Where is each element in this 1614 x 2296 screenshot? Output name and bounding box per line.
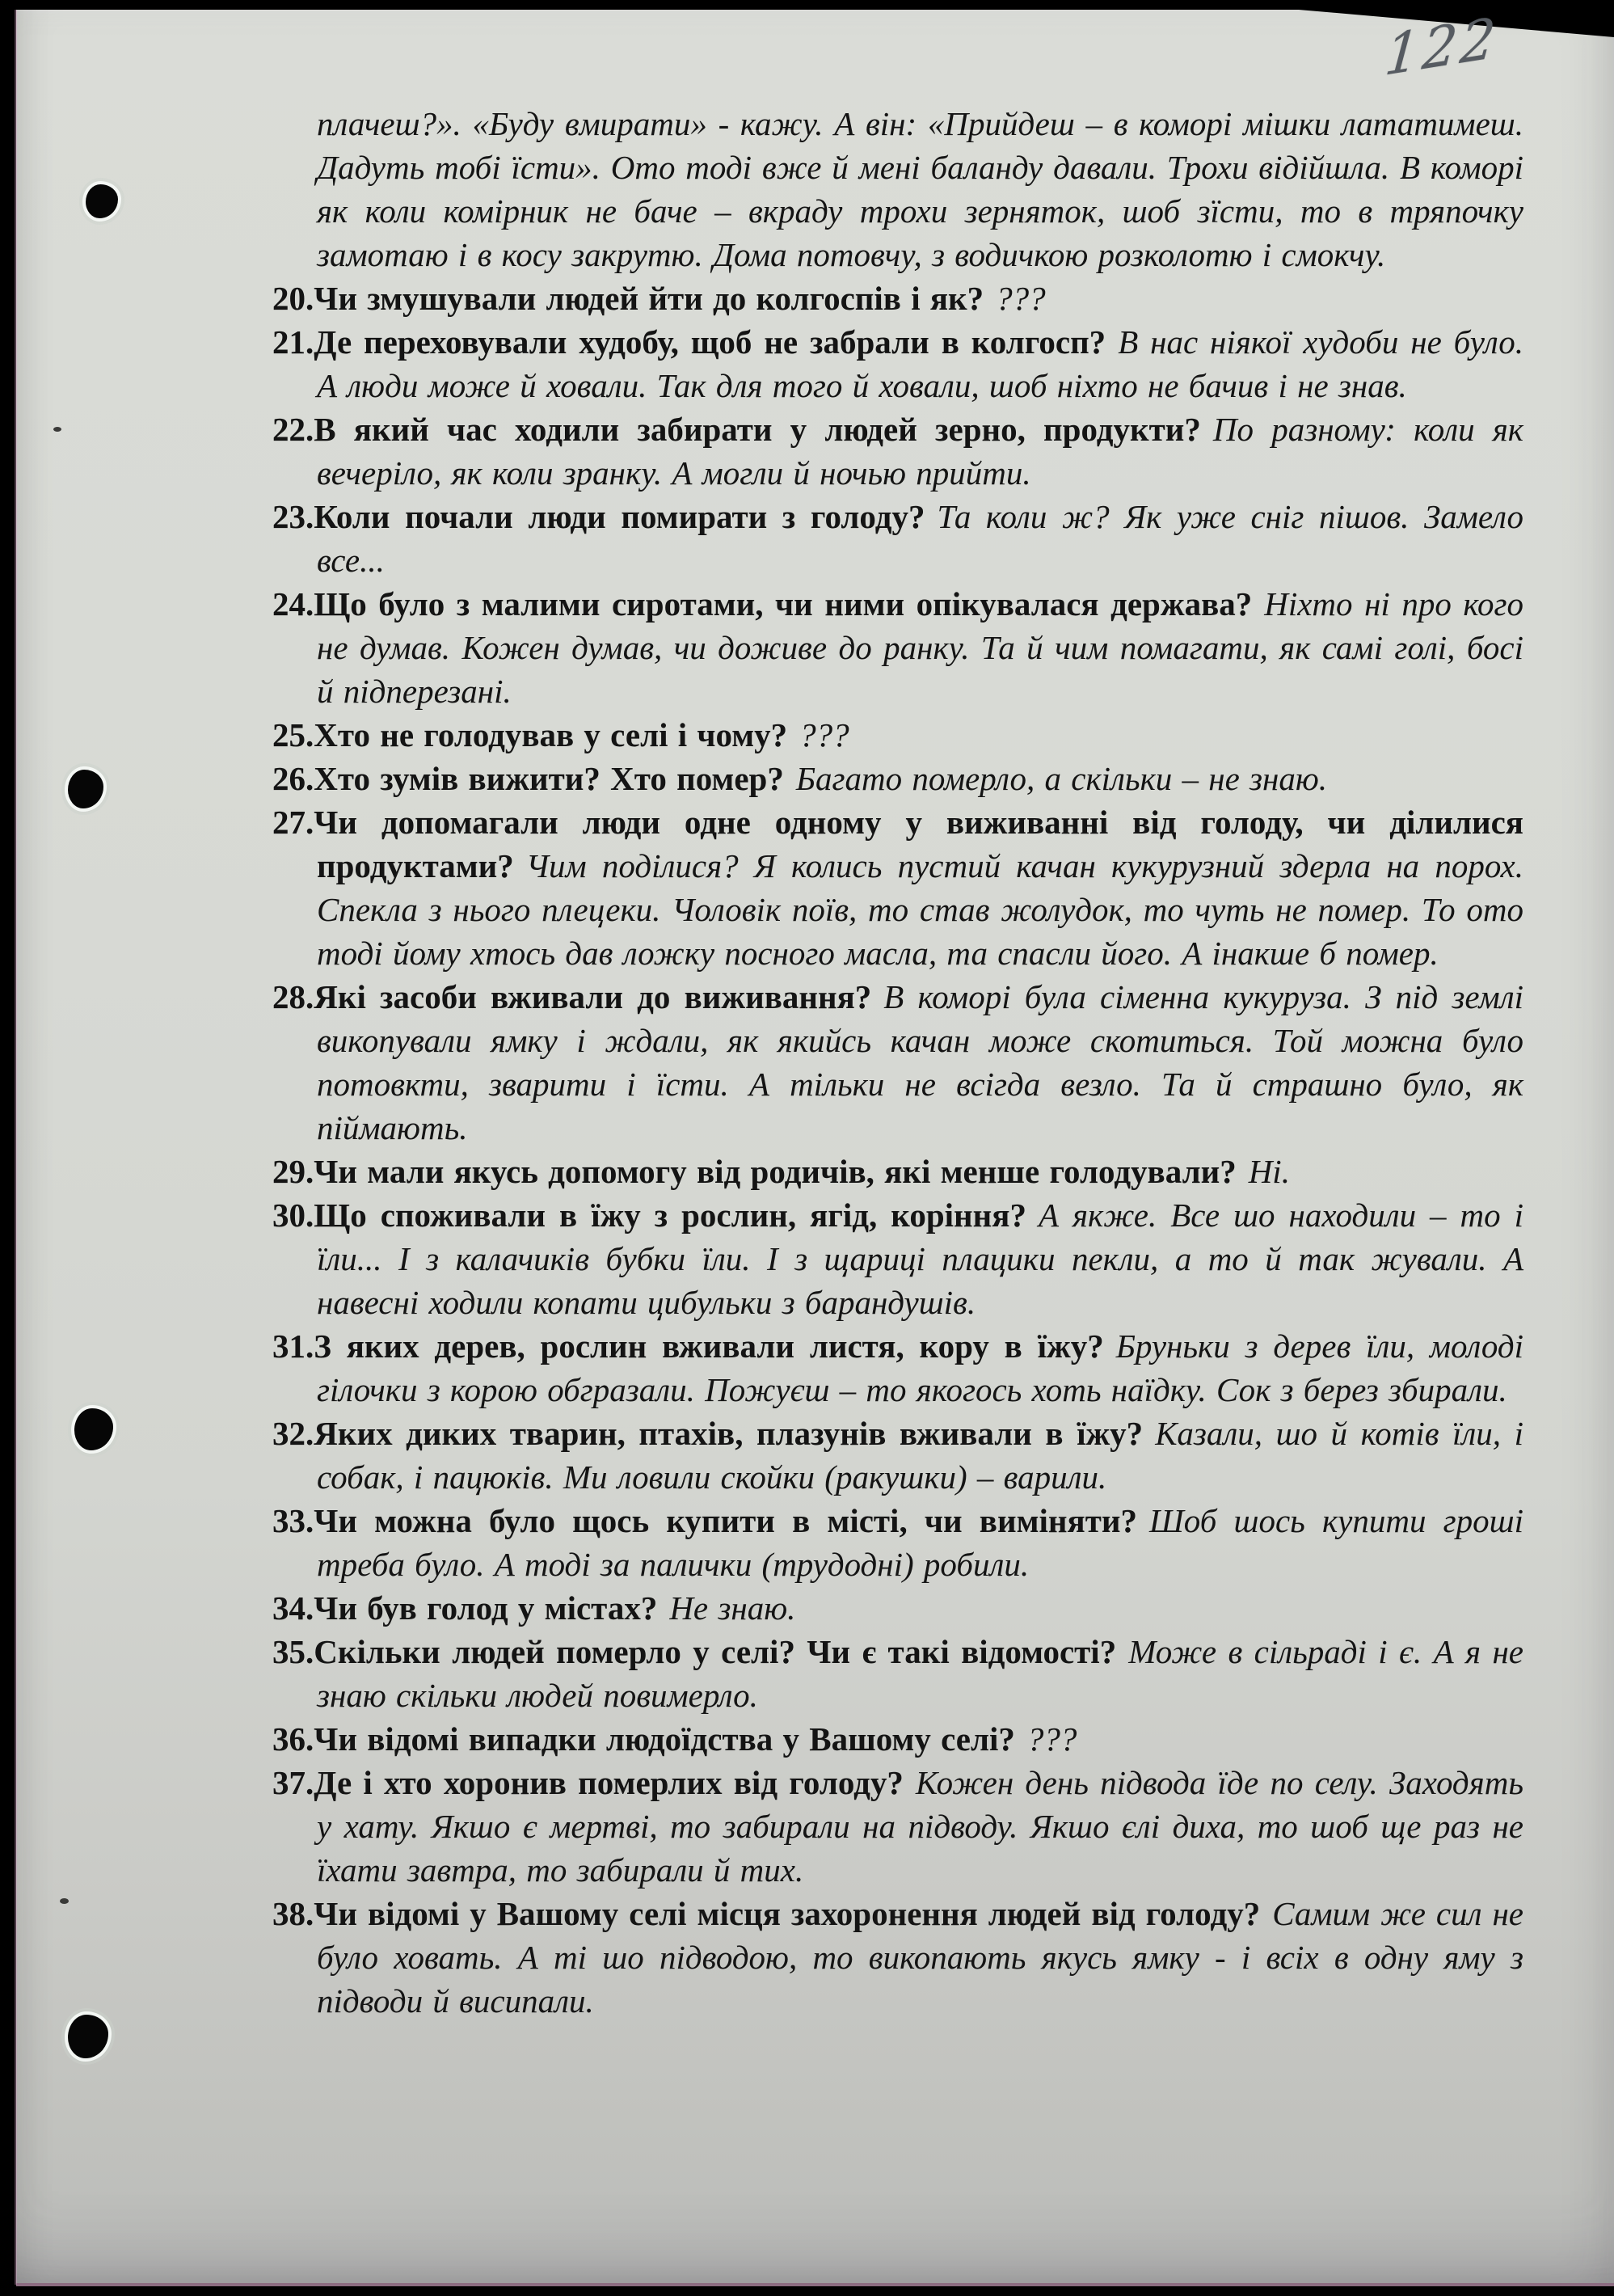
page-content bbox=[272, 102, 1523, 2023]
answer-text: А якже. Все шо находили – то і їли... І з калачиків бубки їли. І з щариці плацики пекли, а то й так жували. А навесні ходили копати цибульки з барандушів. bbox=[317, 1197, 1523, 1321]
answer-text: Ніхто ні про кого не думав. Кожен думав, чи доживе до ранку. Та й чим помагати, як самі голі, босі й підперезані. bbox=[317, 585, 1523, 710]
question-item bbox=[272, 1324, 1523, 1412]
question-item bbox=[272, 1761, 1523, 1892]
question-item bbox=[272, 1892, 1523, 2023]
question-item bbox=[272, 320, 1523, 407]
question-text: Хто не голодував у селі і чому? bbox=[314, 716, 788, 753]
question-number: 22. bbox=[272, 411, 314, 448]
paper-speck bbox=[60, 1898, 69, 1904]
question-number: 34. bbox=[272, 1589, 314, 1627]
question-number: 37. bbox=[272, 1764, 314, 1801]
question-item bbox=[272, 1630, 1523, 1717]
question-text: Що споживали в їжу з рослин, ягід, коріння? bbox=[314, 1197, 1026, 1234]
answer-text: Бруньки з дерев їли, молоді гілочки з корою обгразали. Пожуєш – то якогось хоть наїдку. Сок з берез збирали. bbox=[317, 1327, 1523, 1408]
question-item bbox=[272, 276, 1523, 320]
answer-text: В нас ніякої худоби не було. А люди може й ховали. Так для того й ховали, шоб ніхто не бачив і не знав. bbox=[317, 323, 1523, 404]
scan-edge-fringe-left bbox=[15, 10, 17, 2285]
answer-text: ??? bbox=[996, 280, 1046, 317]
question-number: 23. bbox=[272, 498, 314, 535]
answer-text: Шоб шось купити гроші треба було. А тоді за палички (трудодні) робили. bbox=[317, 1502, 1523, 1583]
question-number: 20. bbox=[272, 280, 314, 317]
question-number: 24. bbox=[272, 585, 314, 623]
question-text: Чи можна було щось купити в місті, чи виміняти? bbox=[314, 1502, 1137, 1539]
question-number: 25. bbox=[272, 716, 314, 753]
question-item bbox=[272, 1717, 1523, 1761]
continued-answer-text: плачеш?». «Буду вмирати» - кажу. А він: «Прийдеш – в коморі мішки лататимеш. Дадуть тобі їсти». Ото тоді вже й мені баланду давали. Трохи відійшла. В коморі як коли комірник не баче – вкраду трохи зерняток, шоб зїсти, то в тряпочку замотаю і в косу закрутю. Дома потовчу, з водичкою розколотю і смокчу. bbox=[317, 105, 1523, 273]
question-item bbox=[272, 800, 1523, 975]
answer-text: ??? bbox=[799, 716, 849, 753]
question-number: 32. bbox=[272, 1415, 314, 1452]
question-text: Чи допомагали люди одне одному у виживанні від голоду, чи ділилися продуктами? bbox=[314, 804, 1523, 884]
question-text: З яких дерев, рослин вживали листя, кору в їжу? bbox=[314, 1327, 1104, 1365]
question-text: Які засоби вживали до виживання? bbox=[314, 978, 872, 1015]
answer-text: В коморі була сіменна кукуруза. З під землі викопували ямку і ждали, як якийсь качан може скотиться. Той можна було потовкти, зварити і їсти. А тільки не всігда везло. Та й страшно було, як піймають. bbox=[317, 978, 1523, 1146]
question-item bbox=[272, 1499, 1523, 1586]
question-number: 36. bbox=[272, 1720, 314, 1758]
question-text: Чи змушували людей йти до колгоспів і як? bbox=[314, 280, 984, 317]
question-number: 27. bbox=[272, 804, 314, 841]
answer-text: Чим поділися? Я колись пустий качан кукурузний здерла на порох. Спекла з нього плецеки. Чоловік поїв, то став жолудок, то чуть не помер. То ото тоді йому хтось дав ложку посного масла, та спасли його. А інакше б помер. bbox=[317, 847, 1523, 972]
question-text: Яких диких тварин, птахів, плазунів вживали в їжу? bbox=[314, 1415, 1144, 1452]
question-item bbox=[272, 1193, 1523, 1324]
answer-text: Та коли ж? Як уже сніг пішов. Замело все... bbox=[317, 498, 1523, 579]
question-number: 26. bbox=[272, 760, 314, 797]
question-text: Чи мали якусь допомогу від родичів, які менше голодували? bbox=[314, 1153, 1237, 1190]
question-text: Де переховували худобу, щоб не забрали в колгосп? bbox=[314, 323, 1106, 361]
question-text: Хто зумів вижити? Хто помер? bbox=[314, 760, 784, 797]
question-number: 35. bbox=[272, 1633, 314, 1670]
paper-speck bbox=[53, 427, 61, 432]
answer-text: Може в сільраді і є. А я не знаю скільки людей повимерло. bbox=[317, 1633, 1523, 1714]
question-number: 28. bbox=[272, 978, 314, 1015]
question-text: Чи відомі у Вашому селі місця захоронення людей від голоду? bbox=[314, 1895, 1261, 1932]
questionnaire-list bbox=[272, 276, 1523, 2023]
question-text: Чи був голод у містах? bbox=[314, 1589, 658, 1627]
question-text: Скільки людей померло у селі? Чи є такі відомості? bbox=[314, 1633, 1117, 1670]
answer-text: Багато померло, а скільки – не знаю. bbox=[795, 760, 1328, 797]
question-item bbox=[272, 1150, 1523, 1193]
question-number: 30. bbox=[272, 1197, 314, 1234]
question-item bbox=[272, 713, 1523, 757]
question-item bbox=[272, 582, 1523, 713]
answer-text: По разному: коли як вечеріло, як коли зранку. А могли й ночью прийти. bbox=[317, 411, 1523, 492]
answer-text: Не знаю. bbox=[669, 1589, 796, 1627]
answer-text: Ні. bbox=[1248, 1153, 1290, 1190]
question-text: Де і хто хоронив померлих від голоду? bbox=[314, 1764, 904, 1801]
answer-text: Кожен день підвода їде по селу. Заходять у хату. Якшо є мертві, то забирали на підводу. Якшо єлі диха, то шоб ще раз не їхати завтра, то забирали й тих. bbox=[317, 1764, 1523, 1889]
question-number: 29. bbox=[272, 1153, 314, 1190]
answer-text: Самим же сил не було ховать. А ті шо підводою, то викопають якусь ямку - і всіх в одну яму з підводи й висипали. bbox=[317, 1895, 1523, 2020]
question-item bbox=[272, 495, 1523, 582]
question-number: 38. bbox=[272, 1895, 314, 1932]
answer-text: Казали, шо й котів їли, і собак, і пацюків. Ми ловили скойки (ракушки) – варили. bbox=[317, 1415, 1523, 1496]
question-text: В який час ходили забирати у людей зерно, продукти? bbox=[314, 411, 1201, 448]
question-number: 31. bbox=[272, 1327, 314, 1365]
question-number: 21. bbox=[272, 323, 314, 361]
question-text: Коли почали люди помирати з голоду? bbox=[314, 498, 925, 535]
question-item bbox=[272, 975, 1523, 1150]
question-text: Чи відомі випадки людоїдства у Вашому селі? bbox=[314, 1720, 1015, 1758]
question-number: 33. bbox=[272, 1502, 314, 1539]
question-item bbox=[272, 757, 1523, 800]
handwritten-page-number: 122 bbox=[1382, 6, 1502, 90]
answer-text: ??? bbox=[1026, 1720, 1077, 1758]
question-item bbox=[272, 407, 1523, 495]
question-item bbox=[272, 1586, 1523, 1630]
question-text: Що було з малими сиротами, чи ними опікувалася держава? bbox=[314, 585, 1253, 623]
question-item bbox=[272, 1412, 1523, 1499]
scan-edge-fringe-bottom bbox=[16, 2283, 1614, 2286]
